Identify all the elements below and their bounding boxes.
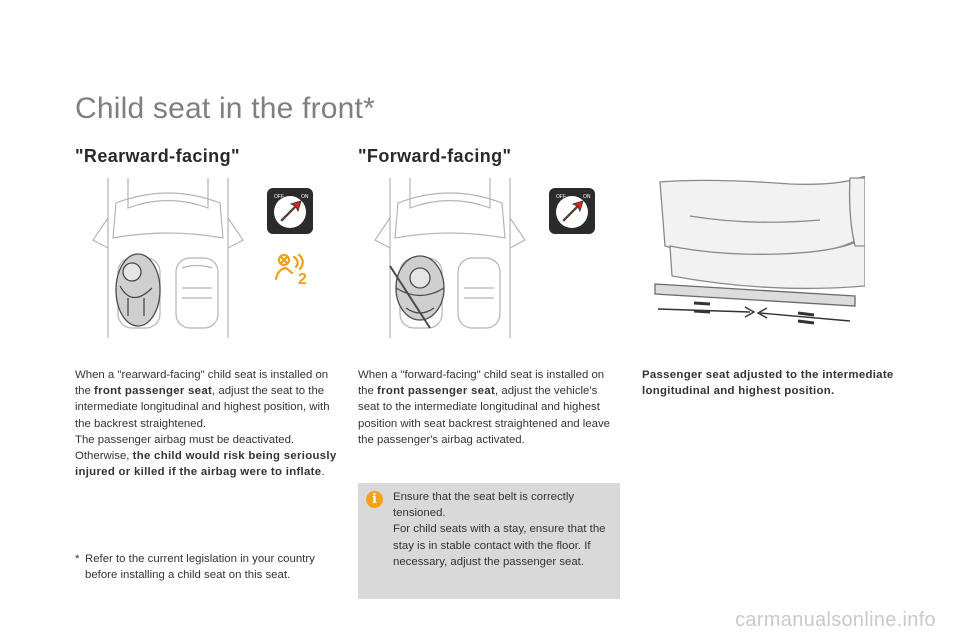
rearward-text-1: When a "rearward-facing" child seat is installed on the [75,369,329,398]
forward-text-1: When a "forward-facing" child seat is installed on the [358,369,605,398]
badge-on-label-2: ON [583,194,591,200]
seat-caption: Passenger seat adjusted to the intermediate longitudinal and highest position. [642,369,894,398]
rearward-text-3: The passenger airbag must be deactivated. [75,433,295,446]
forward-bold-front-seat: front passenger seat [377,385,496,398]
rearward-description [75,367,347,480]
note-line-2: For child seats with a stay, ensure that the stay is in stable contact with the floor. If necessary, adjust the passenger seat. [393,523,606,568]
badge-off-label-2: OFF [556,194,566,200]
badge-off-label: OFF [274,194,284,200]
rearward-facing-heading: "Rearward-facing" [75,146,240,166]
badge-on-label: ON [301,194,309,200]
note-line-1: Ensure that the seat belt is correctly tensioned. [393,491,575,520]
note-text [393,489,608,570]
forward-car-illustration [370,178,530,338]
watermark: carmanualsonline.info [735,609,936,631]
passenger-airbag-off-icon [270,251,312,289]
rearward-text-5: . [321,466,325,479]
footnote-text: Refer to the current legislation in your country before installing a child seat on this seat. [85,553,315,582]
forward-facing-heading: "Forward-facing" [358,146,512,166]
forward-text-2: , adjust the vehicle's seat to the intermediate longitudinal and highest position with seat backrest straightened and leave the passenger's airbag activated. [358,385,611,446]
info-icon: i [366,491,383,508]
rearward-bold-warning: the child would risk being seriously injured or killed if the airbag were to inflate [75,450,337,479]
page-title: Child seat in the front* [75,92,375,125]
airbag-off-badge [267,188,313,234]
rearward-text-2: , adjust the seat to the intermediate longitudinal and highest position, with the backrest straightened. [75,385,330,430]
footnote [75,551,345,583]
footnote-marker: * [75,553,80,565]
forward-description [358,367,620,448]
airbag-icon-number: 2 [298,271,307,288]
airbag-on-badge [549,188,595,234]
rearward-bold-front-seat: front passenger seat [94,385,213,398]
rearward-car-illustration [88,178,248,338]
seat-adjustment-illustration [650,176,865,336]
rearward-text-4: Otherwise, [75,450,133,463]
